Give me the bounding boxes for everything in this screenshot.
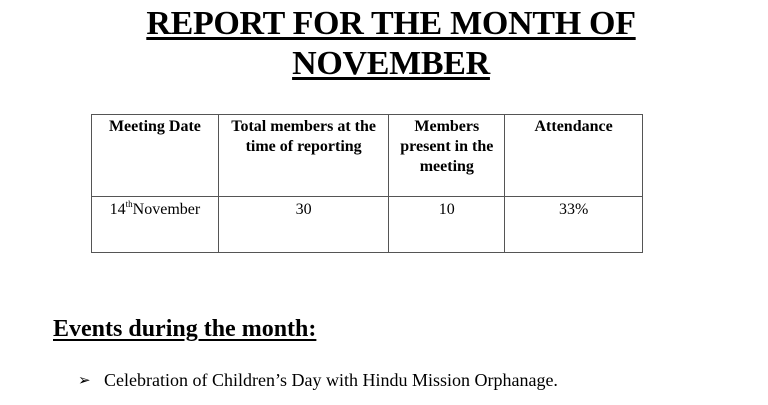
header-meeting-date: Meeting Date xyxy=(92,115,219,197)
date-ordinal-suffix: th xyxy=(125,199,133,209)
report-title-line-2: NOVEMBER xyxy=(292,45,490,82)
header-total-members: Total members at the time of reporting xyxy=(218,115,389,197)
report-title-line-1: REPORT FOR THE MONTH OF xyxy=(146,5,636,42)
cell-members-present: 10 xyxy=(389,197,505,253)
cell-total-members: 30 xyxy=(218,197,389,253)
events-list xyxy=(78,368,558,392)
events-heading: Events during the month: xyxy=(53,316,317,342)
table-header-row xyxy=(92,115,643,197)
header-attendance: Attendance xyxy=(505,115,643,197)
cell-attendance: 33% xyxy=(505,197,643,253)
arrow-bullet-icon: ➢ xyxy=(78,371,91,389)
cell-meeting-date xyxy=(92,197,219,253)
header-members-present: Members present in the meeting xyxy=(389,115,505,197)
event-text: Celebration of Children’s Day with Hindu Mission Orphanage. xyxy=(104,370,558,390)
date-month: November xyxy=(132,201,201,218)
date-day: 14 xyxy=(109,201,126,218)
table-row xyxy=(92,197,643,253)
report-title xyxy=(0,4,768,84)
meeting-report-table xyxy=(91,114,643,253)
list-item xyxy=(78,368,558,392)
